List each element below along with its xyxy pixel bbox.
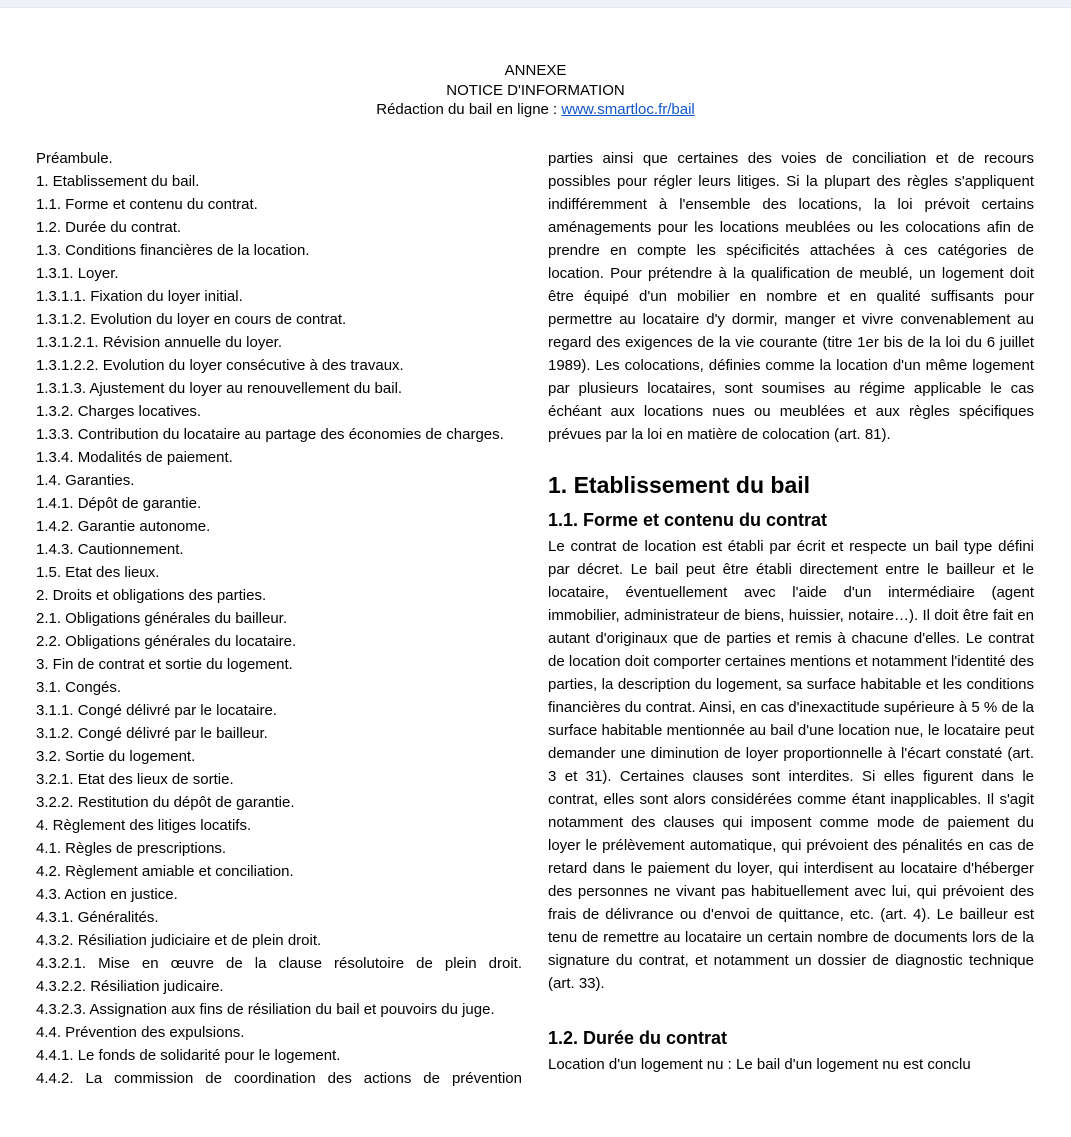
toc-item: 2.2. Obligations générales du locataire. [36,632,297,650]
toc-item: 4.3.2. Résiliation judiciaire et de plein droit. [36,931,322,949]
redaction-label: Rédaction du bail en ligne : [376,101,562,118]
toc-item: 1.3.1.2.2. Evolution du loyer consécutive à des travaux. [36,356,404,374]
toc-item: 1.2. Durée du contrat. [36,218,182,236]
toc-item: 3.1.2. Congé délivré par le bailleur. [36,724,268,742]
toc-item: 1.3. Conditions financières de la location. [36,241,310,259]
toc-item: 1.3.1.3. Ajustement du loyer au renouvellement du bail. [36,379,403,397]
redaction-line [0,100,1071,120]
section-heading-1: 1. Etablissement du bail [548,471,811,498]
document-header [0,61,1071,120]
toc-item: 1.3.1.2. Evolution du loyer en cours de contrat. [36,310,347,328]
toc-item: Préambule. [36,149,113,167]
toc-item: 1.1. Forme et contenu du contrat. [36,195,258,213]
subsection-heading-1-1: 1.1. Forme et contenu du contrat [548,509,828,530]
toc-item: 2.1. Obligations générales du bailleur. [36,609,288,627]
annexe-title: ANNEXE [504,62,567,79]
body-column [548,147,1034,1090]
toc-item: 4. Règlement des litiges locatifs. [36,816,252,834]
toc-item: 4.4.2. La commission de coordination des actions de prévention [36,1069,522,1087]
paragraph-1-2: Location d'un logement nu : Le bail d'un logement nu est conclu [548,1055,971,1073]
toc-item: 2. Droits et obligations des parties. [36,586,267,604]
toc-item: 4.3.2.3. Assignation aux fins de résiliation du bail et pouvoirs du juge. [36,1000,495,1018]
toc-item: 4.3.2.1. Mise en œuvre de la clause résolutoire de plein droit. [36,954,522,972]
paragraph-1-1: Le contrat de location est établi par écrit et respecte un bail type défini par décret. Le bail peut être établi directement entre le bailleur et le locataire, éventuellement avec l'aide d'un intermédiaire (agent immobilier, administrateur de biens, huissier, notaire…). Il doit être fait en autant d'originaux que de parties et remis à chacune d'elles. Le contrat de location doit comporter certaines mentions et notamment l'identité des parties, la description du logement, sa surface habitable et les conditions financières du contrat. Ainsi, en cas d'inexactitude supérieure à 5 % de la surface habitable mentionnée au bail d'une location nue, le locataire peut demander une diminution de loyer proportionnelle à l'écart constaté (art. 3 et 31). Certaines clauses sont interdites. Si elles figurent dans le contrat, elles sont alors considérées comme étant inapplicables. Il s'agit notamment des clauses qui imposent comme mode de paiement du loyer le prélèvement automatique, qui prévoient des pénalités en cas de retard dans le paiement du loyer, qui interdisent au locataire d'héberger des personnes ne vivant pas habituellement avec lui, qui prévoient des frais de délivrance ou d'envoi de quittance, etc. (art. 4). Le bailleur est tenu de remettre au locataire un certain nombre de documents lors de la signature du contrat, et notamment un dossier de diagnostic technique (art. 33). [548,537,1034,992]
toc-item: 1.3.2. Charges locatives. [36,402,202,420]
toc-item: 1.5. Etat des lieux. [36,563,160,581]
toc-item: 3. Fin de contrat et sortie du logement. [36,655,293,673]
toc-item: 4.4. Prévention des expulsions. [36,1023,245,1041]
toc-item: 4.1. Règles de prescriptions. [36,839,227,857]
intro-paragraph: parties ainsi que certaines des voies de conciliation et de recours possibles pour régler leurs litiges. Si la plupart des règles s'appliquent indifféremment à l'ensemble des locations, la loi prévoit certains aménagements pour les locations meublées ou les colocations afin de prendre en compte les spécificités attachées à ces catégories de location. Pour prétendre à la qualification de meublé, un logement doit être équipé d'un mobilier en nombre et en qualité suffisants pour permettre au locataire d'y dormir, manger et vivre convenablement au regard des exigences de la vie courante (titre 1er bis de la loi du 6 juillet 1989). Les colocations, définies comme la location d'un même logement par plusieurs locataires, sont soumises au régime applicable le cas échéant aux locations nues ou meublées et aux règles spécifiques prévues par la loi en matière de colocation (art. 81). [548,149,1034,443]
toc-item: 1.4.1. Dépôt de garantie. [36,494,202,512]
toc-item: 4.3. Action en justice. [36,885,178,903]
page-top-edge [0,0,1071,8]
toc-item: 1. Etablissement du bail. [36,172,200,190]
toc-item: 3.2. Sortie du logement. [36,747,196,765]
toc-item: 1.3.4. Modalités de paiement. [36,448,233,466]
notice-title: NOTICE D'INFORMATION [446,81,625,99]
toc-item: 1.3.3. Contribution du locataire au partage des économies de charges. [36,425,504,443]
toc-item: 1.4.2. Garantie autonome. [36,517,211,535]
subsection-heading-1-2: 1.2. Durée du contrat [548,1027,728,1048]
toc-item: 4.3.1. Généralités. [36,908,159,926]
toc-item: 3.2.1. Etat des lieux de sortie. [36,770,234,788]
toc-item: 4.3.2.2. Résiliation judicaire. [36,977,224,995]
toc-item: 1.3.1.2.1. Révision annuelle du loyer. [36,333,282,351]
toc-item: 3.1.1. Congé délivré par le locataire. [36,701,277,719]
toc-item: 3.1. Congés. [36,678,122,696]
toc-item: 1.4.3. Cautionnement. [36,540,184,558]
two-column-layout [36,147,1034,1090]
table-of-contents [36,147,522,1090]
toc-item: 4.2. Règlement amiable et conciliation. [36,862,294,880]
toc-item: 4.4.1. Le fonds de solidarité pour le logement. [36,1046,341,1064]
toc-item: 1.3.1.1. Fixation du loyer initial. [36,287,243,305]
toc-item: 1.4. Garanties. [36,471,135,489]
toc-item: 1.3.1. Loyer. [36,264,119,282]
smartloc-link[interactable]: www.smartloc.fr/bail [561,101,695,118]
toc-item: 3.2.2. Restitution du dépôt de garantie. [36,793,295,811]
